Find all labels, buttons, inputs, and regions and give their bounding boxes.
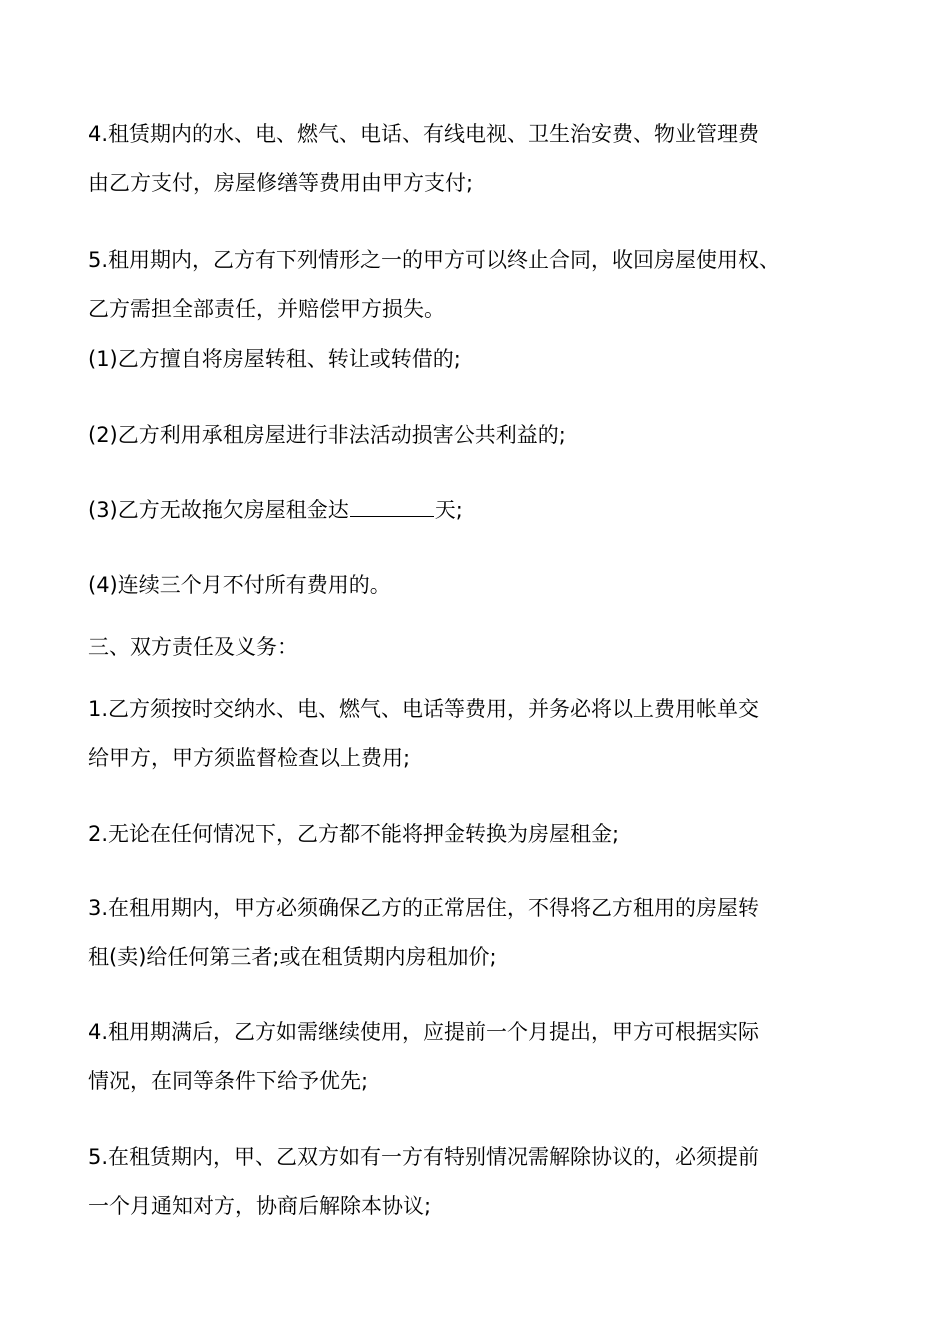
- clause-line: 由乙方支付，房屋修缮等费用由甲方支付;: [88, 171, 474, 195]
- duty-1-fees: [88, 685, 878, 783]
- clause-line: 5.在租赁期内，甲、乙双方如有一方有特别情况需解除协议的，必须提前: [88, 1145, 760, 1169]
- section-heading: 三、双方责任及义务：: [88, 635, 298, 659]
- clause-line: 乙方需担全部责任，并赔偿甲方损失。: [88, 297, 445, 321]
- clause-text-before-blank: (3)乙方无故拖欠房屋租金达: [88, 498, 349, 522]
- sub-clause-4: [88, 561, 878, 610]
- clause-line: 1.乙方须按时交纳水、电、燃气、电话等费用，并务必将以上费用帐单交: [88, 697, 760, 721]
- fill-in-blank-days: [350, 496, 434, 517]
- clause-line: (2)乙方利用承租房屋进行非法活动损害公共利益的;: [88, 423, 566, 447]
- clause-line: 一个月通知对方，协商后解除本协议;: [88, 1194, 432, 1218]
- sub-clause-1: [88, 335, 878, 384]
- duty-2-deposit: [88, 810, 878, 859]
- clause-line: 3.在租用期内，甲方必须确保乙方的正常居住，不得将乙方租用的房屋转: [88, 896, 760, 920]
- clause-line: 情况，在同等条件下给予优先;: [88, 1069, 369, 1093]
- duty-4-renewal: [88, 1008, 878, 1106]
- clause-line: 租(卖)给任何第三者;或在租赁期内房租加价;: [88, 945, 497, 969]
- sub-clause-2: [88, 411, 878, 460]
- section-heading-responsibilities: [88, 623, 878, 672]
- duty-3-residence: [88, 884, 878, 982]
- sub-clause-3: [88, 486, 878, 535]
- clause-line: (1)乙方擅自将房屋转租、转让或转借的;: [88, 347, 461, 371]
- clause-line: 4.租赁期内的水、电、燃气、电话、有线电视、卫生治安费、物业管理费: [88, 122, 760, 146]
- duty-5-termination-notice: [88, 1133, 878, 1231]
- clause-line: 给甲方，甲方须监督检查以上费用;: [88, 746, 411, 770]
- clause-line: 4.租用期满后，乙方如需继续使用，应提前一个月提出，甲方可根据实际: [88, 1020, 760, 1044]
- clause-5-termination: [88, 236, 878, 334]
- clause-line: 2.无论在任何情况下，乙方都不能将押金转换为房屋租金;: [88, 822, 620, 846]
- clause-line: 5.租用期内，乙方有下列情形之一的甲方可以终止合同，收回房屋使用权、: [88, 248, 781, 272]
- clause-text-after-blank: 天;: [434, 498, 463, 522]
- clause-line: (4)连续三个月不付所有费用的。: [88, 573, 391, 597]
- clause-4-utilities: [88, 110, 878, 208]
